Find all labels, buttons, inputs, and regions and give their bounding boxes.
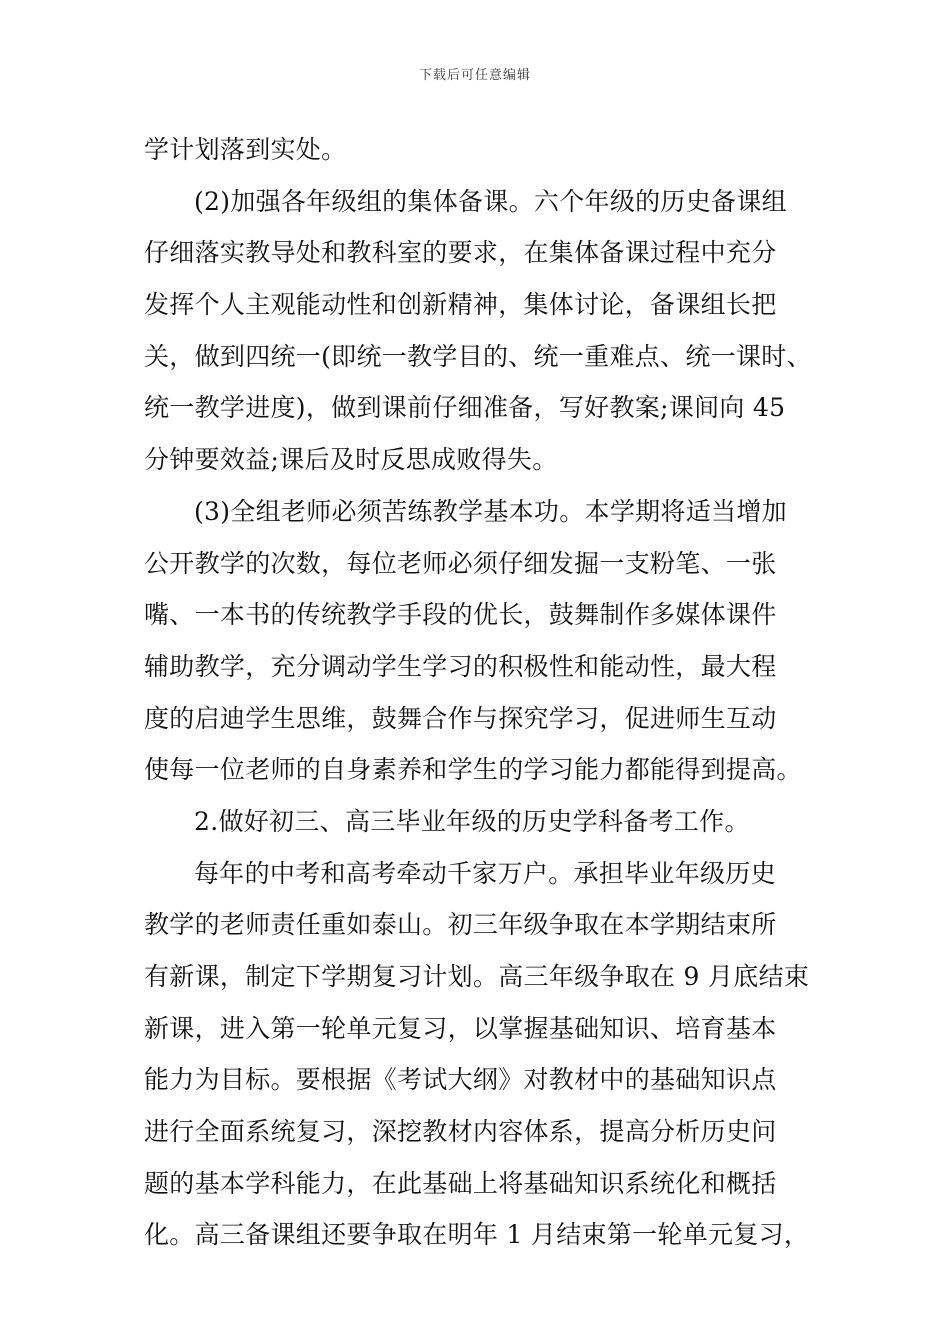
text-line: 学计划落到实处。 — [144, 135, 347, 164]
text-line: 仔细落实教导处和教科室的要求，在集体备课过程中充分 — [144, 238, 777, 268]
text-line: 辅助教学，充分调动学生学习的积极性和能动性，最大程 — [144, 651, 777, 681]
text-line: 嘴、一本书的传统教学手段的优长，鼓舞制作多媒体课件 — [144, 600, 777, 630]
text-line: 能力为目标。要根据《考试大纲》对教材中的基础知识点 — [144, 1065, 777, 1095]
text-line: 有新课，制定下学期复习计划。高三年级争取在 9 月底结束 — [144, 962, 810, 991]
text-line: 题的基本学科能力，在此基础上将基础知识系统化和概括 — [144, 1168, 777, 1198]
text-line: 统一教学进度)，做到课前仔细准备，写好教案;课间向 45 — [144, 393, 786, 423]
document-body — [144, 124, 824, 1261]
text-line: 公开教学的次数，每位老师必须仔细发掘一支粉笔、一张 — [144, 548, 777, 578]
text-line: 教学的老师责任重如泰山。初三年级争取在本学期结束所 — [144, 910, 777, 940]
text-line: (3)全组老师必须苦练教学基本功。本学期将适当增加 — [194, 496, 787, 526]
text-line: 化。高三备课组还要争取在明年 1 月结束第一轮单元复习， — [144, 1220, 810, 1250]
text-line: 度的启迪学生思维，鼓舞合作与探究学习，促进师生互动 — [144, 703, 777, 733]
text-line: 使每一位老师的自身素养和学生的学习能力都能得到提高。 — [144, 755, 802, 785]
page-header: 下载后可任意编辑 — [418, 68, 531, 83]
text-line: 分钟要效益;课后及时反思成败得失。 — [144, 445, 558, 475]
text-line: (2)加强各年级组的集体备课。六个年级的历史备课组 — [194, 186, 787, 216]
text-line: 2.做好初三、高三毕业年级的历史学科备考工作。 — [194, 806, 750, 836]
text-line: 每年的中考和高考牵动千家万户。承担毕业年级历史 — [194, 858, 776, 888]
text-line: 进行全面系统复习，深挖教材内容体系，提高分析历史问 — [144, 1117, 777, 1147]
text-line: 关，做到四统一(即统一教学目的、统一重难点、统一课时、 — [144, 341, 812, 371]
text-line: 新课，进入第一轮单元复习，以掌握基础知识、培育基本 — [144, 1013, 777, 1043]
text-line: 发挥个人主观能动性和创新精神，集体讨论，备课组长把 — [144, 290, 777, 320]
